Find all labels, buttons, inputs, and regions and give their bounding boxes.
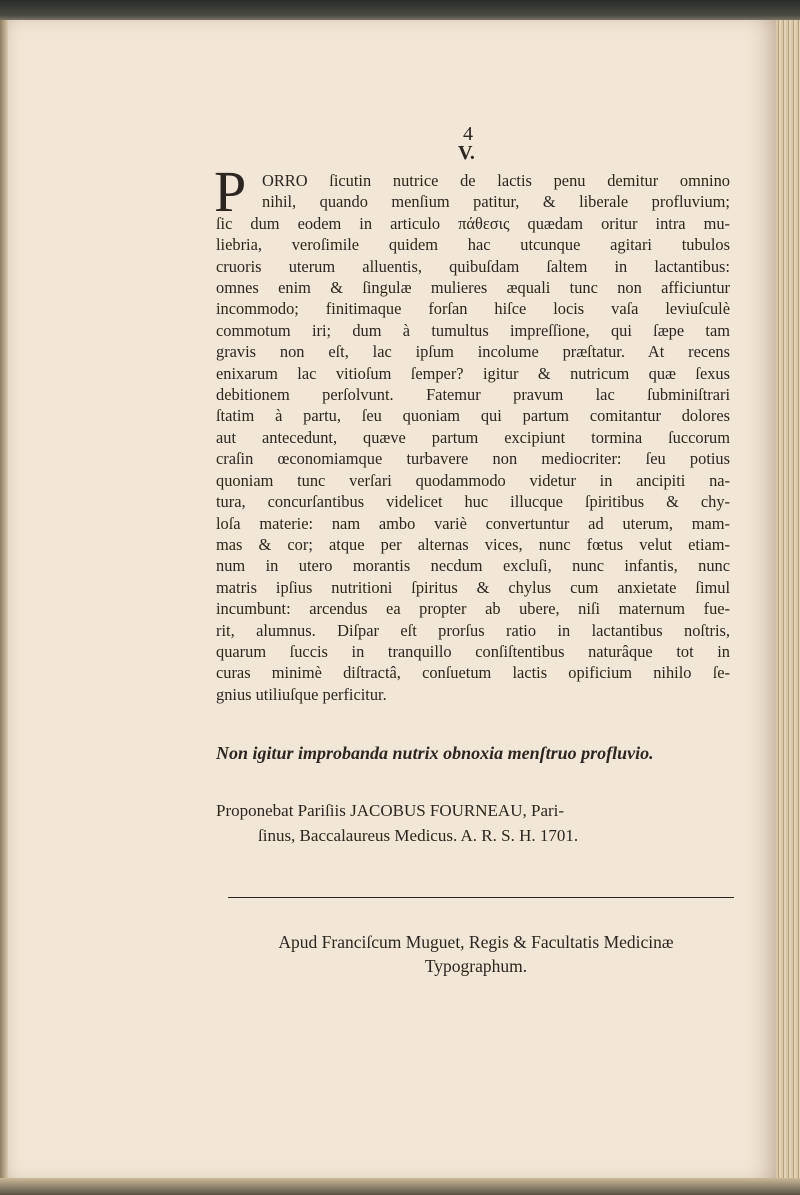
respondent-line-1: Proponebat Pariſiis JACOBUS FOURNEAU, Pari- [216,801,565,820]
text-line: nihil, quando menſium patitur, & liberale profluvium; [262,192,730,212]
text-line: curas minimè diſtractâ, conſuetum lactis opificium nihilo ſe- [216,663,730,683]
text-line: gnius utiliuſque perficitur. [216,684,387,704]
respondent-line [216,798,736,848]
imprint-line-2: Typographum. [424,956,528,976]
text-line: debitionem perſolvunt. Fatemur pravum lac ſubminiſtrari [216,385,730,405]
text-line: incommodo; finitimaque forſan hiſce locis vaſa leviuſculè [216,299,730,319]
text-line: ſtatim à partu, ſeu quoniam qui partum comitantur dolores [216,406,730,426]
printer-imprint [216,930,736,978]
divider-rule [228,897,734,898]
page-left-gutter [0,20,8,1180]
page-stack-edge [776,20,800,1195]
text-line: liebria, veroſimile quidem hac utcunque agitari tubulos [216,235,730,255]
text-line: gravis non eſt, lac ipſum incolume præſtatur. At recens [216,342,730,362]
text-line: quoniam tunc verſari quodammodo videtur in ancipiti na- [216,470,730,490]
text-line: mas & cor; atque per alternas vices, nunc fœtus velut etiam- [216,534,730,554]
respondent-line-2: ſinus, Baccalaureus Medicus. A. R. S. H. 1701. [258,826,579,845]
section-number: V. [458,142,475,164]
text-line: matris ipſius nutritioni ſpiritus & chylus cum anxietate ſimul [216,577,730,597]
text-line: ſic dum eodem in articulo πάθεσις quædam oritur intra mu- [216,213,730,233]
text-line: rit, alumnus. Diſpar eſt prorſus ratio in lactantibus noſtris, [216,620,730,640]
imprint-line-1: Apud Franciſcum Muguet, Regis & Facultatis Medicinæ [278,932,674,952]
text-line: omnes enim & ſingulæ mulieres æquali tunc non afficiuntur [216,278,730,298]
book-bottom-edge [0,1178,800,1195]
text-line: num in utero morantis necdum excluſi, nunc infantis, nunc [216,556,730,576]
text-line: quarum ſuccis in tranquillo conſiſtentibus naturâque tot in [216,641,730,661]
text-line: aut antecedunt, quæve partum excipiunt tormina ſuccorum [216,427,730,447]
text-line: cruoris uterum alluentis, quibuſdam ſaltem in lactantibus: [216,256,730,276]
page-number: 4 [463,123,473,145]
text-line: loſa materie: nam ambo variè convertuntur ad uterum, mam- [216,513,730,533]
conclusion-statement: Non igitur improbanda nutrix obnoxia menſtruo profluvio. [216,743,654,763]
text-line: craſin œconomiamque turbavere non mediocriter: ſeu potius [216,449,730,469]
text-line: commotum iri; dum à tumultus impreſſione, qui ſæpe tam [216,320,730,340]
text-line: ORRO ſicutin nutrice de lactis penu demitur omnino [262,171,730,190]
text-line: enixarum lac vitioſum ſemper? igitur & nutricum quæ ſexus [216,363,730,383]
body-paragraph [216,170,730,705]
drop-cap: P [214,159,247,224]
text-line: incumbunt: arcendus ea propter ab ubere, niſi maternum fue- [216,599,730,619]
text-line: tura, concurſantibus videlicet huc illucque ſpiritibus & chy- [216,492,730,512]
